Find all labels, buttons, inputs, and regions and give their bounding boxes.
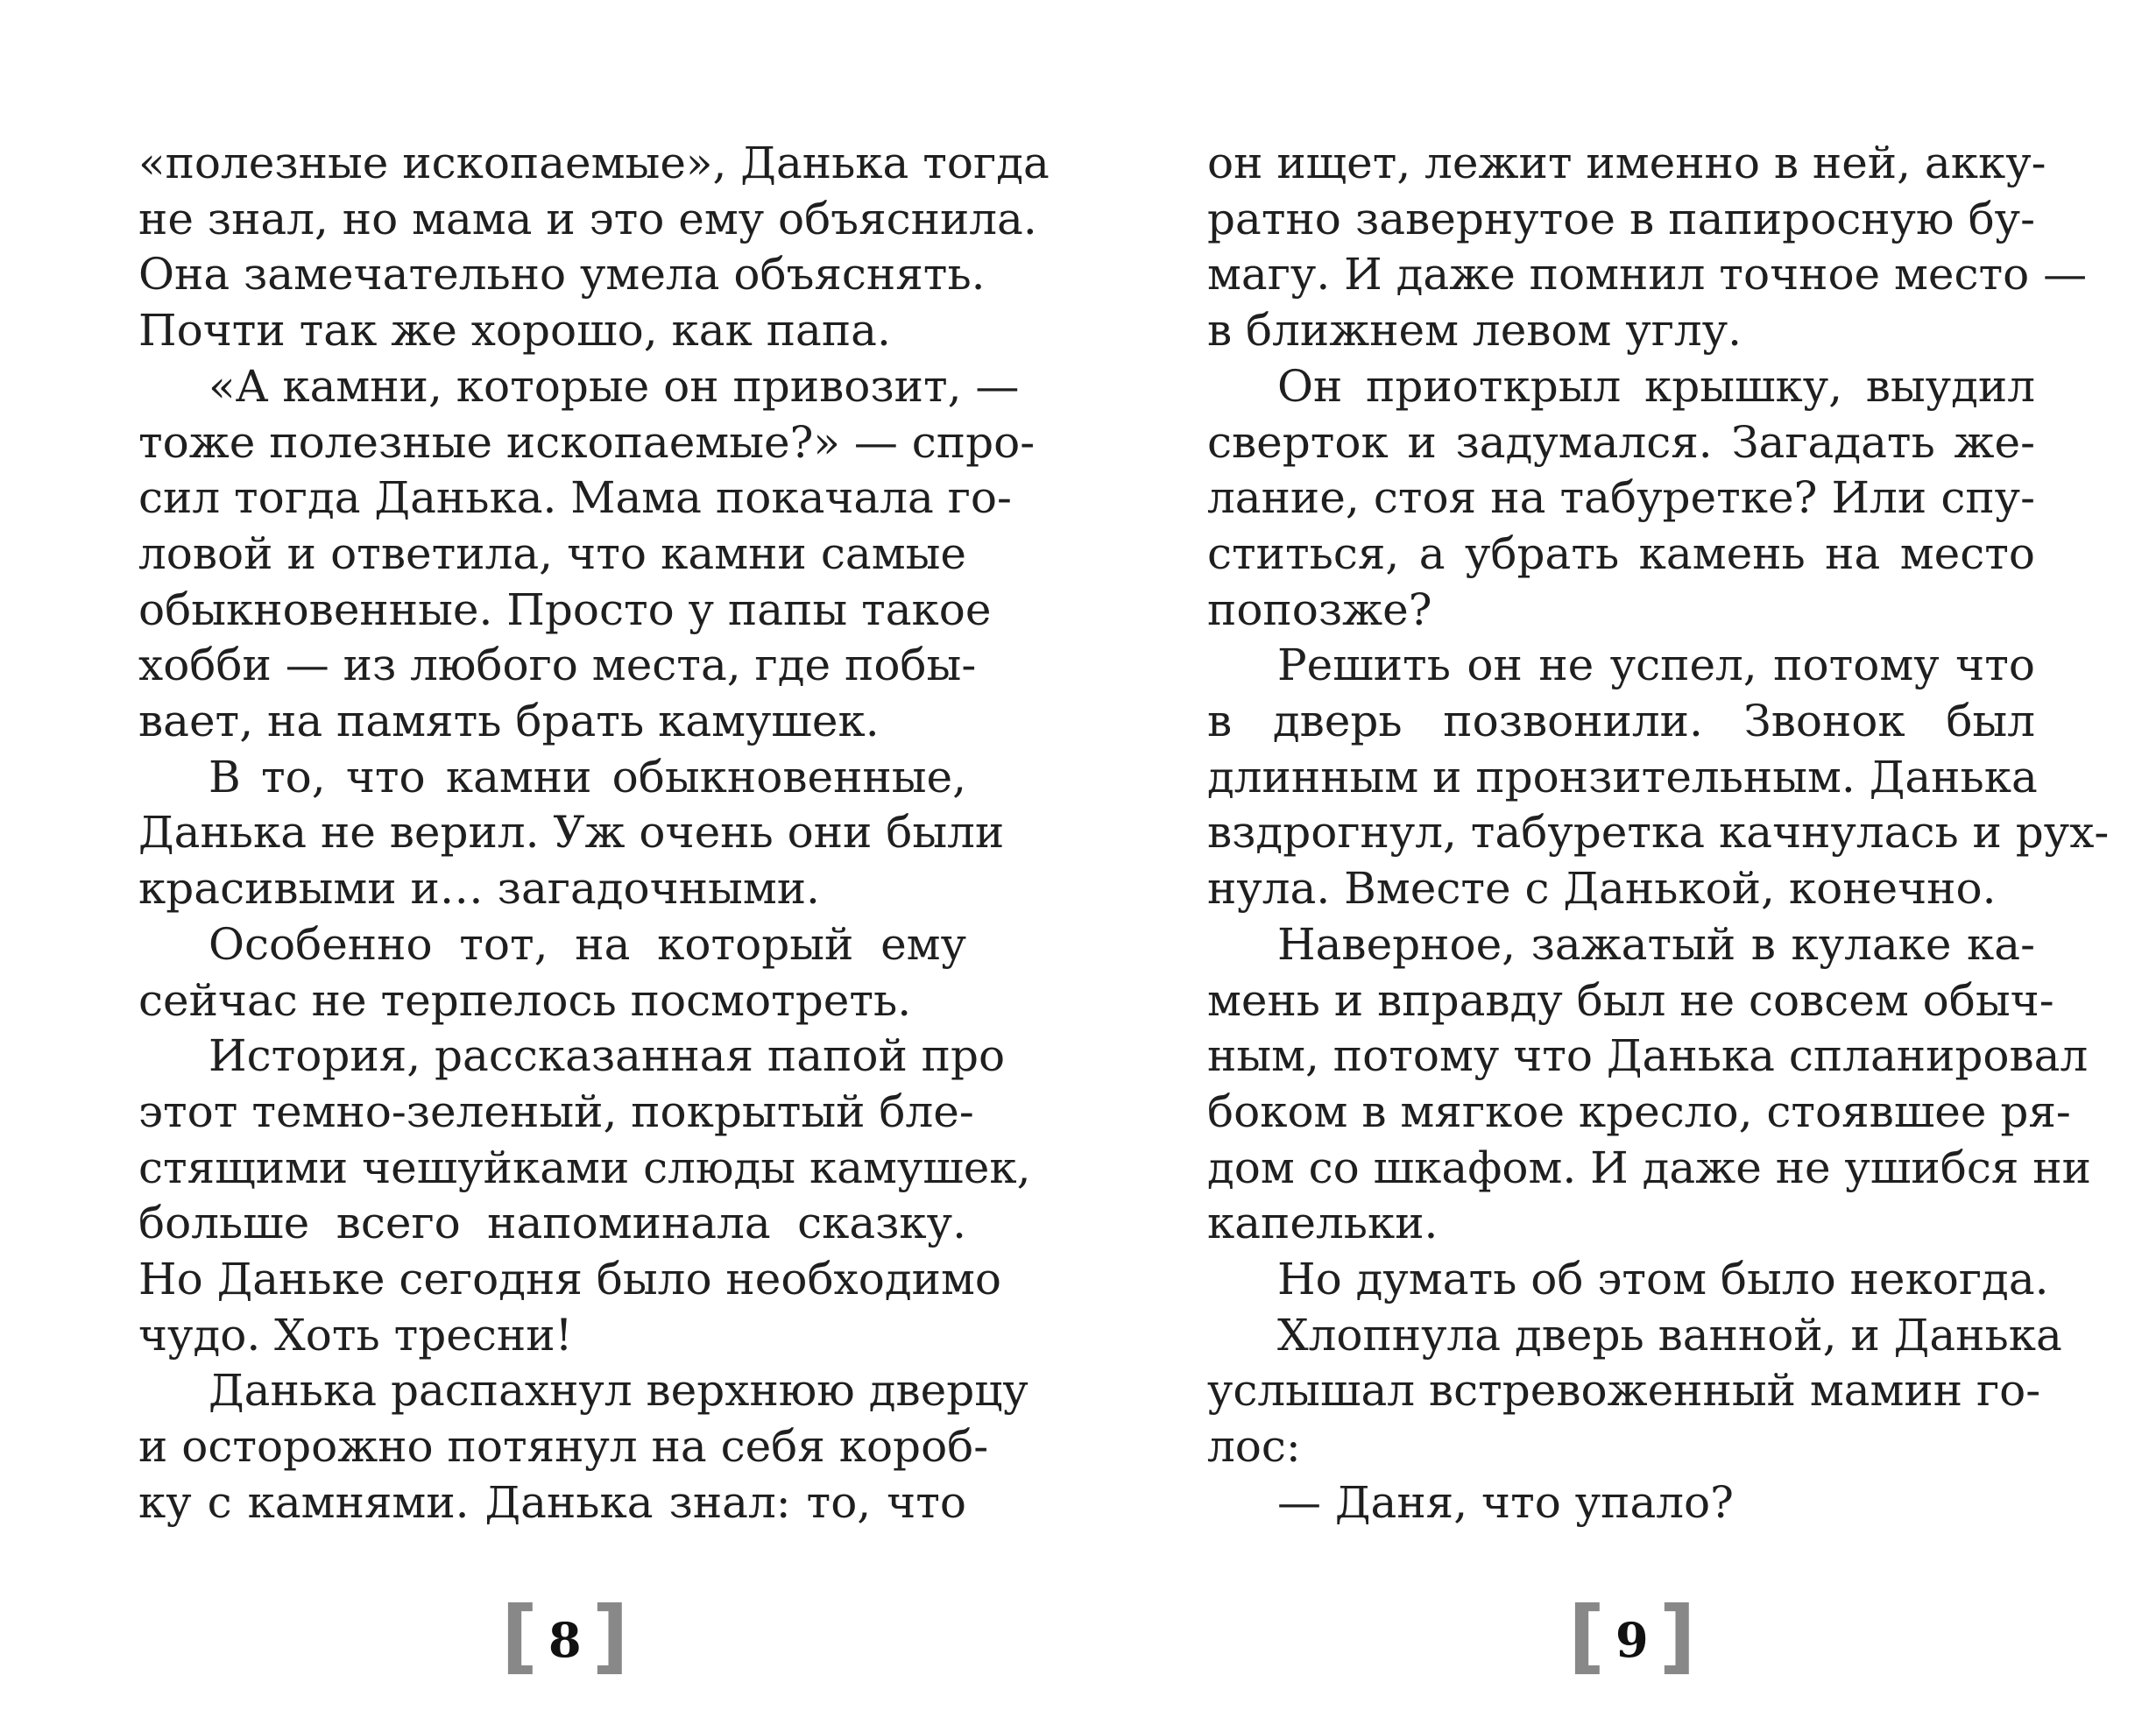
text-line: Данька распахнул верхнюю дверцу [209,1365,1029,1417]
text-line: не знал, но мама и это ему объяснила. [138,193,1037,244]
text-line: Но Даньке сегодня было необходимо [138,1254,1001,1305]
text-line: чудо. Хоть тресни! [138,1309,573,1361]
text-line: Особенно тот, на который ему [209,918,966,970]
text-line: лание, стоя на табуретке? Или спу- [1207,472,2035,524]
text-line: Наверное, зажатый в кулаке ка- [1277,918,2035,970]
text-line: лос: [1207,1421,1301,1473]
text-line: «А камни, которые он привозит, — [209,360,1020,412]
paragraph [138,917,966,1029]
text-line: ратно завернутое в папиросную бу- [1207,193,2035,244]
text-line: сил тогда Данька. Мама покачала го- [138,472,1012,524]
text-line: хобби — из любого места, где побы- [138,640,977,691]
text-line: В то, что камни обыкновенные, [209,751,966,802]
text-line: Почти так же хорошо, как папа. [138,305,891,357]
paragraph [138,1363,1029,1531]
text-line: обыкновенные. Просто у папы такое [138,583,992,635]
text-line: Но думать об этом было некогда. [1277,1254,2049,1305]
paragraph [138,136,1050,359]
text-line: магу. И даже помнил точное место — [1207,249,2088,300]
text-line: тоже полезные ископаемые?» — спро- [138,416,1036,468]
paragraph [138,1029,1031,1363]
text-line: сверток и задумался. Загадать же- [1207,416,2035,468]
text-line: ным, потому что Данька спланировал [1207,1030,2089,1082]
text-line: ститься, а убрать камень на место [1207,527,2035,579]
paragraph [1207,638,2110,917]
text-line: и осторожно потянул на себя короб- [138,1421,989,1473]
text-line: вздрогнул, табуретка качнулась и рух- [1207,807,2110,859]
text-line: сейчас не терпелось посмотреть. [138,974,912,1026]
text-line: Решить он не успел, потому что [1277,640,2035,691]
text-line: длинным и пронзительным. Данька [1207,751,2038,802]
text-line: попозже? [1207,583,1432,635]
paragraph [1207,917,2091,1252]
folio-close-bracket: ] [591,1589,629,1683]
text-line: вает, на память брать камушек. [138,696,880,747]
left-page [138,136,1050,1531]
text-line: мень и вправду был не совсем обыч- [1207,974,2054,1026]
text-line: ку с камнями. Данька знал: то, что [138,1476,966,1528]
folio-open-bracket: [ [501,1589,539,1683]
text-line: Хлопнула дверь ванной, и Данька [1277,1309,2062,1361]
text-line: больше всего напоминала сказку. [138,1198,966,1249]
text-line: капельки. [1207,1198,1439,1249]
text-line: «полезные ископаемые», Данька тогда [138,138,1050,188]
page-number: 8 [548,1612,582,1668]
left-page-folio [501,1589,629,1683]
text-line: ловой и ответила, что камни самые [138,527,966,579]
text-line: Она замечательно умела объяснять. [138,249,986,300]
text-line: История, рассказанная папой про [209,1030,1006,1082]
paragraph [138,359,1036,750]
text-line: этот темно-зеленый, покрытый бле- [138,1085,974,1137]
paragraph [138,750,1005,917]
paragraph [1207,1308,2062,1475]
text-line: он ищет, лежит именно в ней, акку- [1207,138,2046,188]
paragraph [1207,136,2088,359]
folio-close-bracket: ] [1658,1589,1696,1683]
right-page-folio [1568,1589,1696,1683]
text-line: услышал встревоженный мамин го- [1207,1365,2041,1417]
page-number: 9 [1615,1612,1649,1668]
text-line: Он приоткрыл крышку, выудил [1277,360,2035,412]
paragraph [1207,359,2035,639]
text-line: нула. Вместе с Данькой, конечно. [1207,863,1997,915]
right-page [1207,136,2110,1531]
paragraph [1207,1252,2049,1308]
text-line: дом со шкафом. И даже не ушибся ни [1207,1142,2091,1193]
text-line: стящими чешуйками слюды камушек, [138,1142,1031,1193]
text-line: в дверь позвонили. Звонок был [1207,696,2035,747]
paragraph [1207,1475,2035,1531]
text-line: красивыми и… загадочными. [138,863,820,915]
text-line: — Даня, что упало? [1277,1476,1734,1528]
folio-open-bracket: [ [1568,1589,1606,1683]
text-line: боком в мягкое кресло, стоявшее ря- [1207,1085,2071,1137]
text-line: в ближнем левом углу. [1207,305,1742,357]
text-line: Данька не верил. Уж очень они были [138,807,1005,859]
